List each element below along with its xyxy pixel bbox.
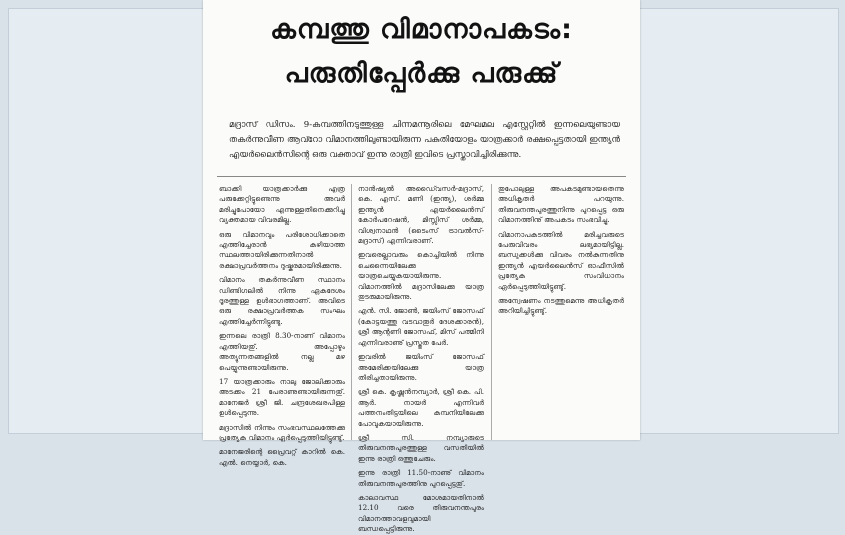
paragraph: ബാക്കി യാത്രക്കാർക്കു എത്ര പരുക്കേറ്റിട്ടുണ്ടെന്നു അവർ മരിച്ചുപോയോ എന്നുള്ളതിനെക്കുറിച്ചു വ്യക്തമായ വിവരമില്ല. xyxy=(219,184,345,225)
paragraph: ഇന്നലെ രാത്രി 8.30-നാണ് വിമാനം എത്തിയതു്. അപ്പോഴും അത്യുന്നതങ്ങളിൽ നല്ല മഴ പെയ്യുന്നുണ്ടായിരുന്നു. xyxy=(219,331,345,372)
paragraph: മദ്രാസിൽ നിന്നും സംഭവസ്ഥലത്തേക്കു പ്രത്യേക വിമാനം ഏർപ്പെടുത്തിയിട്ടുണ്ടു്. xyxy=(219,422,345,442)
column-divider xyxy=(351,184,352,440)
paragraph: ഒരു വിമാനവും പരിശോധിക്കാതെ എത്തിച്ചേരാൻ കഴിയാത്ത സ്ഥലത്തായിരിക്കുന്നതിനാൽ രക്ഷാപ്രവർത്തനം ദുഷ്കരമായിരിക്കുന്നു. xyxy=(219,229,345,270)
paragraph: ഇന്നു രാത്രി 11.50-നാണു് വിമാനം തിരുവനന്തപുരത്തിനു പുറപ്പെട്ടതു്. xyxy=(358,468,484,488)
column-3 xyxy=(498,184,624,440)
paragraph: കാലാവസ്ഥ മോശമായതിനാൽ 12.10 വരെ തിരുവനന്തപുരം വിമാനത്താവളവുമായി ബന്ധപ്പെട്ടിരുന്നു. xyxy=(358,492,484,534)
paragraph: ശ്രീ സി. നമ്പ്യാരുടെ തിരുവനന്തപുരത്തുള്ള വസതിയിൽ ഇന്നു രാത്രി ഒത്തുചേരും. xyxy=(358,432,484,463)
lead-paragraph: മദ്രാസ് ഡിസം. 9-കമ്പത്തിനടുത്തുള്ള ചിന്നമന്നൂരിലെ മേഘമല എസ്റ്റേറ്റിൽ ഇന്നലെയുണ്ടായ തകർന്നുവീണ ആവ്റോ വിമാനത്തിലുണ്ടായിരുന്ന പകുതിയോളം യാത്രക്കാർ രക്ഷപ്പെട്ടതായി ഇന്ത്യൻ എയർലൈൻസിന്റെ ഒരു വക്താവ് ഇന്നു രാത്രി ഇവിടെ പ്രസ്താവിച്ചിരിക്കുന്നു. xyxy=(229,120,620,160)
divider xyxy=(217,176,626,177)
column-1 xyxy=(219,184,345,467)
paragraph: മാനേജരിന്റെ പ്രൈവറ്റ് കാറിൽ കെ. എൽ. നെയ്യാർ, കെ. xyxy=(219,447,345,467)
headline-line-1: കമ്പത്തു വിമാനാപകടം: xyxy=(270,14,573,45)
paragraph: അന്വേഷണം നടത്തുമെന്നു അധികൃതർ അറിയിച്ചിട്ടുണ്ടു്. xyxy=(498,296,624,316)
paragraph: നാൻഷ്യൽ അഡൈ്വസർ-മദ്രാസ്, കെ. എസ്. മണി (ഇന്ത്യ), ശർമ്മ ഇന്ത്യൻ എയർലൈൻസ് കോർപറേഷൻ, മിസ്സിസ് ശർമ്മ, വിശ്വനാഥൻ (ടൈംസ് ട്രാവൽസ്-മദ്രാസ്) എന്നിവരാണ്. xyxy=(358,184,484,246)
paragraph: വിമാനാപകടത്തിൽ മരിച്ചവരുടെ പേരുവിവരം ലഭ്യമായിട്ടില്ല. ബന്ധുക്കൾക്കു വിവരം നൽകുന്നതിനു ഇന്ത്യൻ എയർലൈൻസ് ഓഫീസിൽ പ്രത്യേക സംവിധാനം ഏർപ്പെടുത്തിയിട്ടുണ്ടു്. xyxy=(498,229,624,291)
headline-line-2: പരുതിപ്പേർക്കു പരുക്കു് xyxy=(284,58,559,89)
paragraph: ശ്രീ കെ. കൃഷ്ണൻനമ്പ്യാർ, ശ്രീ കെ. പി. ആർ. നായർ എന്നിവർ പത്തനംതിട്ടയിലെ കമ്പനിയിലേക്കു പോവുകയായിരുന്നു. xyxy=(358,387,484,428)
paragraph: വിമാനം തകർന്നുവീണ സ്ഥാനം ഡിണ്ടിഗലിൽ നിന്നു ഏകദേശം ദൂരത്തുള്ള ഉൾഭാഗത്താണ്. അവിടെ ഒരു രക്ഷാപ്രവർത്തക സംഘം എത്തിച്ചേർന്നിട്ടുണ്ടു. xyxy=(219,275,345,326)
paragraph: ഇവരിൽ ജയിംസ് ജോസഫ് അമേരിക്കയിലേക്കു യാത്ര തിരിച്ചതായിരുന്നു. xyxy=(358,352,484,382)
column-divider xyxy=(491,184,492,440)
column-2 xyxy=(358,184,484,534)
paragraph: തുപോലുള്ള അപകടമുണ്ടായതെന്നു അധികൃതർ പറയുന്നു. തിരുവനന്തപുരത്തുനിന്നു പുറപ്പെട്ട ഒരു വിമാനത്തിനു് അപകടം സംഭവിച്ചു. xyxy=(498,184,624,225)
paragraph: ഇവരെല്ലാവരും കൊച്ചിയിൽ നിന്നു ചെന്നൈയിലേക്കു യാത്രചെയ്യുകയായിരുന്നു. വിമാനത്തിൽ മദ്രാസിലേക്കു യാത്ര തുടരുമായിരുന്നു. xyxy=(358,250,484,302)
newspaper-clipping xyxy=(203,0,640,534)
paragraph: എൻ. സി. ജോൺ, ജയിംസ് ജോസഫ് (കോട്ടയത്തു വടവാതൂർ ദേശക്കാരൻ), ശ്രീ ആന്റണി ജോസഫ്, മിസ് പത്മിനി എന്നിവരാണു് പ്രസ്തുത പേർ. xyxy=(358,306,484,347)
paragraph: 17 യാത്രക്കാരും നാലു ജോലിക്കാരും അടക്കം 21 പേരാണുണ്ടായിരുന്നതു്. മാനേജർ ശ്രീ ജി. ചന്ദ്രശേഖരപിള്ള ഉൾപ്പെടുന്നു. xyxy=(219,376,345,418)
